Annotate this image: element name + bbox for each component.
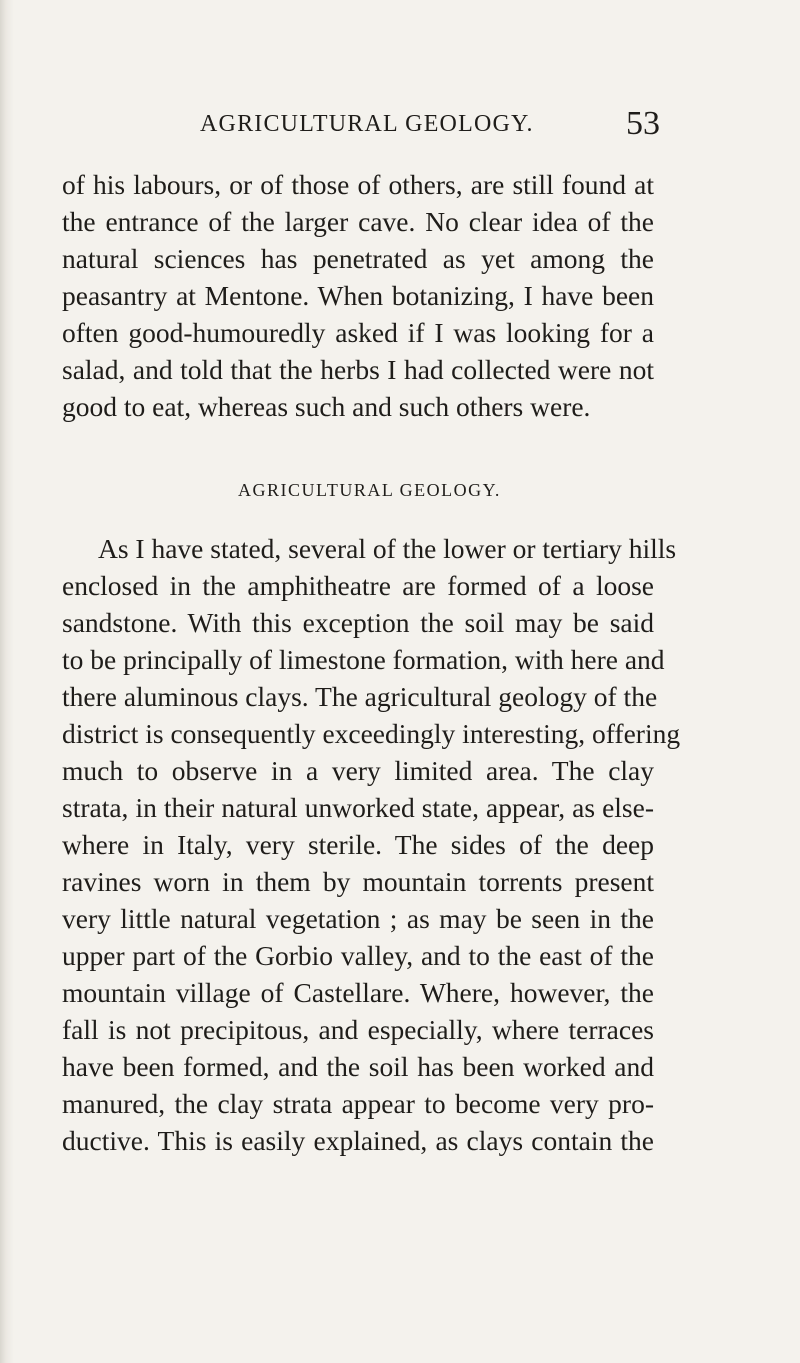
text-line: good to eat, whereas such and such others were. bbox=[62, 391, 591, 422]
text-line: upper part of the Gorbio valley, and to the east of the bbox=[62, 940, 654, 971]
section-heading: AGRICULTURAL GEOLOGY. bbox=[238, 480, 501, 500]
text-line: peasantry at Mentone. When botanizing, I have been bbox=[62, 280, 654, 311]
text-line: manured, the clay strata appear to become very pro- bbox=[62, 1088, 654, 1119]
running-head bbox=[200, 107, 660, 147]
text-line: there aluminous clays. The agricultural geology of the bbox=[62, 681, 658, 712]
page-number: 53 bbox=[626, 105, 660, 142]
text-line: fall is not precipitous, and especially, where terraces bbox=[62, 1014, 654, 1045]
text-line: salad, and told that the herbs I had collected were not bbox=[62, 354, 654, 385]
text-line: ravines worn in them by mountain torrents present bbox=[62, 866, 654, 897]
text-line: very little natural vegetation ; as may be seen in the bbox=[62, 903, 654, 934]
text-line: natural sciences has penetrated as yet among the bbox=[62, 243, 654, 274]
text-line: much to observe in a very limited area. The clay bbox=[62, 755, 654, 786]
text-line: to be principally of limestone formation, with here and bbox=[62, 644, 665, 675]
text-line: of his labours, or of those of others, are still found at bbox=[62, 169, 654, 200]
text-line: mountain village of Castellare. Where, however, the bbox=[62, 977, 654, 1008]
running-title: AGRICULTURAL GEOLOGY. bbox=[200, 111, 534, 137]
text-line: where in Italy, very sterile. The sides of the deep bbox=[62, 829, 654, 860]
text-line: the entrance of the larger cave. No clear idea of the bbox=[62, 206, 654, 237]
text-line: enclosed in the amphitheatre are formed of a loose bbox=[62, 570, 654, 601]
text-line: district is consequently exceedingly interesting, offering bbox=[62, 718, 681, 749]
text-line: ductive. This is easily explained, as clays contain the bbox=[62, 1125, 654, 1156]
text-line: As I have stated, several of the lower or tertiary hills bbox=[98, 533, 677, 564]
text-line: sandstone. With this exception the soil may be said bbox=[62, 607, 654, 638]
text-line: strata, in their natural unworked state, appear, as else- bbox=[62, 792, 654, 823]
text-line: have been formed, and the soil has been worked and bbox=[62, 1051, 654, 1082]
text-line: often good-humouredly asked if I was looking for a bbox=[62, 317, 654, 348]
